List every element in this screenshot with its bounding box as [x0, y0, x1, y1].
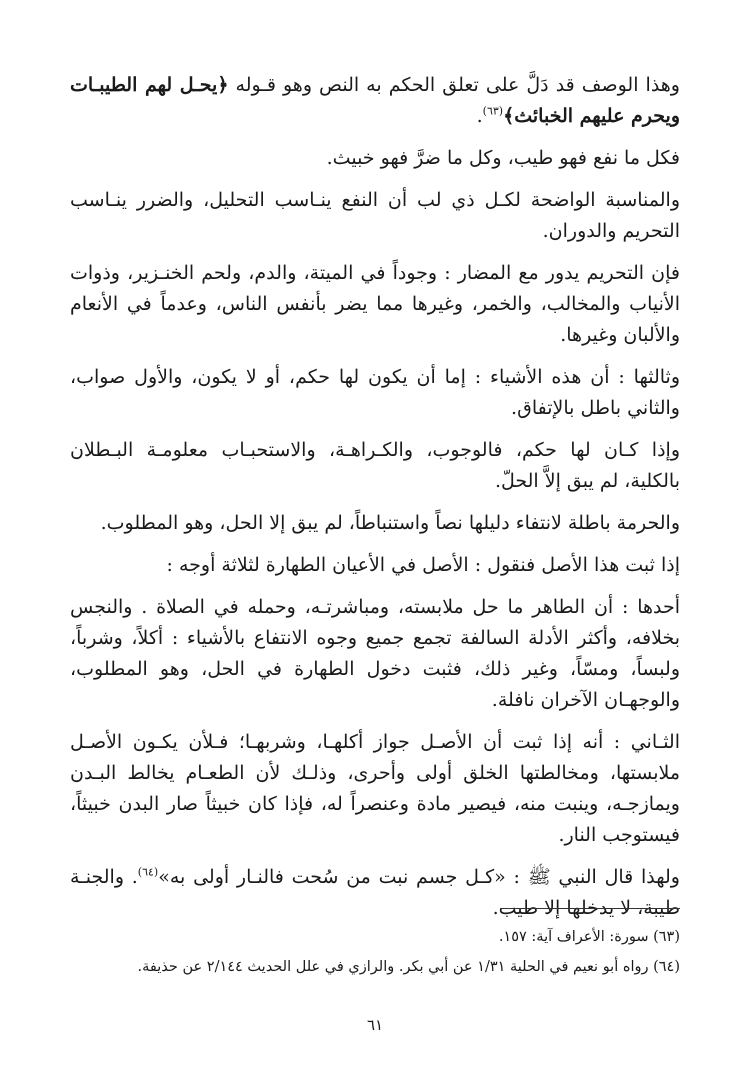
- footnote-63: (٦٣) سورة: الأعراف آية: ١٥٧.: [498, 929, 680, 945]
- footnote-64: (٦٤) رواه أبو نعيم في الحلية ١/٣١ عن أبي بكر. والرازي في علل الحديث ٢/١٤٤ عن حذيفة.: [137, 959, 680, 975]
- main-text: [70, 70, 680, 935]
- paragraph-6: وإذا كـان لها حكم، فالوجوب، والكـراهـة، والاستحبـاب معلومـة البـطلان بالكلية، لم يبق إلاَّ الحلّ.: [70, 439, 680, 492]
- paragraph-4: فإن التحريم يدور مع المضار : وجوداً في الميتة، والدم، ولحم الخنـزير، وذوات الأنياب والمخالب، والخمر، وغيرها مما يضر بأنفس الناس، وعدماً في الأنعام والألبان وغيرها.: [70, 262, 680, 346]
- paragraph-text: وهذا الوصف قد دَلَّ على تعلق الحكم به النص وهو قـوله: [228, 74, 680, 96]
- paragraph-10: الثـاني : أنه إذا ثبت أن الأصـل جواز أكلهـا، وشربهـا؛ فـلأن يكـون الأصـل ملابستها، ومخالطتها الخلق أولى وأحرى، وذلـك لأن الطعـام يخالط البـدن ويمازجـه، وينبت منه، فيصير مادة وعنصراً له، فإذا كان خبيثاً صار البدن خبيثاً، فيستوجب النار.: [70, 731, 680, 846]
- paragraph-5: وثالثها : أن هذه الأشياء : إما أن يكون لها حكم، أو لا يكون، والأول صواب، والثاني باطل بالإتفاق.: [70, 366, 680, 419]
- paragraph-1: [70, 70, 680, 132]
- footnote-ref-64: (٦٤): [137, 865, 159, 879]
- paragraph-11: [70, 862, 680, 924]
- footnote-ref-63: (٦٣): [482, 104, 504, 118]
- paragraph-3: والمناسبة الواضحة لكـل ذي لب أن النفع ينـاسب التحليل، والضرر ينـاسب التحريم والدوران.: [70, 189, 680, 242]
- paragraph-9: أحدها : أن الطاهر ما حل ملابسته، ومباشرتـه، وحمله في الصلاة . والنجس بخلافه، وأكثر الأدلة السالفة تجمع جميع وجوه الانتفاع بالأشياء : أكلاً، وشرباً، ولبساً، ومسّاً، وغير ذلك، فثبت دخول الطهارة في الحل، وهو المطلوب، والوجهـان الآخران نافلة.: [70, 596, 680, 711]
- footnotes: [70, 922, 680, 982]
- footnote-divider: [500, 908, 680, 909]
- page-number: ٦١: [366, 1016, 384, 1034]
- paragraph-tail: .: [476, 105, 483, 127]
- paragraph-8: إذا ثبت هذا الأصل فنقول : الأصل في الأعيان الطهارة لثلاثة أوجه :: [166, 554, 680, 576]
- paragraph-2: فكل ما نفع فهو طيب، وكل ما ضرَّ فهو خبيث.: [326, 147, 680, 169]
- paragraph-tail: . والجنـة طيبة، لا يدخلها إلا طيب.: [70, 866, 680, 919]
- paragraph-7: والحرمة باطلة لانتفاء دليلها نصاً واستنباطاً، لم يبق إلا الحل، وهو المطلوب.: [100, 512, 680, 534]
- quran-quote: ﴿يحـل لهم الطيبـات ويحرم عليهم الخبائث﴾: [70, 74, 680, 127]
- paragraph-text: ولهذا قال النبي ﷺ : «كـل جسم نبت من سُحت فالنـار أولى به»: [158, 866, 680, 888]
